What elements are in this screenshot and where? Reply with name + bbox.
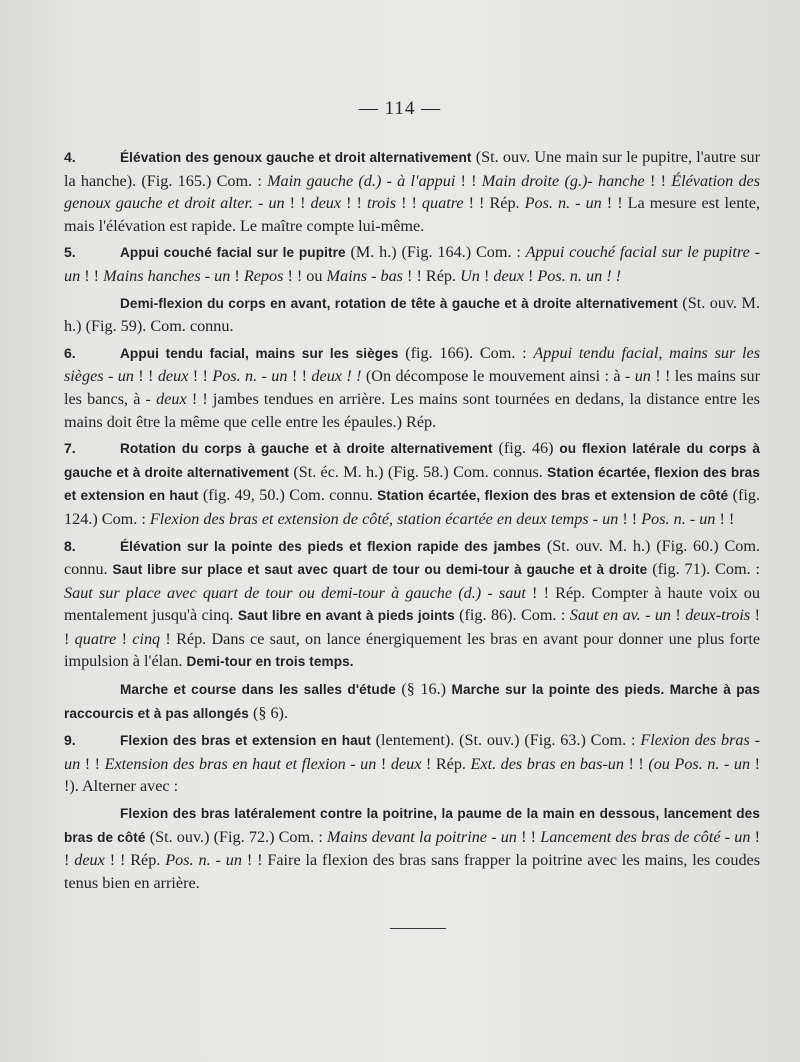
command: deux-trois — [685, 606, 751, 625]
item-number: 4. — [64, 149, 76, 165]
text: (M. h.) (Fig. 164.) Com. : — [345, 243, 526, 262]
command: deux — [310, 194, 342, 213]
command: Extension des bras en haut et flexion - un — [104, 754, 377, 773]
text: (St. ouv. M. h.) (Fig. 59). Com. connu. — [64, 293, 760, 336]
text: ! — [376, 754, 391, 773]
text: (fig. 46) — [492, 439, 560, 458]
command: deux — [157, 367, 189, 386]
command: Élévation des genoux gauche et droit alter. - un — [64, 171, 761, 213]
command: Flexion des bras - un — [64, 731, 760, 773]
exercise-heading: Marche et course dans les salles d'étude — [120, 682, 396, 698]
command: Saut sur place avec quart de tour ou demi-tour à gauche (d.) - saut — [64, 583, 526, 602]
item-number: 6. — [64, 344, 76, 361]
command: Repos — [243, 266, 284, 285]
exercise-heading: Flexion des bras latéralement contre la poitrine, la paume de la main en dessous, lancement des bras de côté — [64, 806, 760, 845]
exercise-heading: Appui couché facial sur le pupitre — [120, 245, 346, 261]
item-number: 9. — [64, 732, 76, 749]
text: ! ! — [618, 509, 642, 528]
command: Appui couché facial sur le pupitre - un — [64, 243, 760, 285]
command: Lancement des bras de côté - un — [540, 827, 751, 846]
exercise-heading: Appui tendu facial, mains sur les sièges — [120, 345, 399, 361]
command: deux — [493, 266, 524, 285]
text: ! — [230, 266, 244, 285]
exercise-heading: Station écartée, flexion des bras et extension en haut — [64, 464, 760, 504]
command: Main droite (g.)- hanche — [481, 171, 645, 190]
text: ! ! La mesure est lente, mais l'élévation est rapide. Le maître compte lui-même. — [64, 194, 761, 235]
text: ! ! Rép. — [104, 851, 166, 870]
text: ! ! Rép. — [463, 194, 525, 213]
paragraph-9b — [64, 802, 760, 894]
text: ! ! — [80, 266, 104, 285]
text: (fig. 49, 50.) Com. connu. — [198, 486, 378, 505]
text: ! ! — [516, 827, 541, 846]
text: ! !). Alterner avec : — [64, 754, 760, 796]
text: ! Rép. Dans ce saut, on lance énergiquement les bras en avant pour donner une plus forte impulsion à l'élan. — [64, 629, 761, 671]
text: ! Rép. — [421, 754, 471, 773]
text: ! ! — [64, 827, 760, 870]
text: ! — [671, 606, 686, 625]
paragraph-9 — [64, 729, 760, 798]
text: (St. ouv. Une main sur le pupitre, l'autre sur la hanche). (Fig. 165.) Com. : — [64, 148, 760, 190]
exercise-heading: Demi-flexion du corps en avant, rotation de tête à gauche et à droite alternativement — [120, 295, 678, 311]
command: quatre — [421, 194, 464, 213]
text: (On décompose le mouvement ainsi : à - — [361, 367, 635, 386]
paragraph-5b — [64, 292, 760, 338]
text: ! ! — [188, 367, 213, 386]
text: ! ! Faire la flexion des bras sans frapper la poitrine avec les mains, les coudes tenus bien en arrière. — [64, 851, 761, 892]
command: Ext. des bras en bas-un — [470, 754, 624, 773]
command: (ou Pos. n. - un — [648, 754, 751, 773]
text: ! ! — [715, 509, 735, 528]
text: ! ! — [133, 367, 158, 386]
item-number: 8. — [64, 537, 76, 554]
exercise-heading: Marche sur la pointe des pieds. Marche à pas raccourcis et à pas allongés — [64, 682, 761, 721]
text: (fig. 71). Com. : — [647, 560, 760, 579]
item-number: 5. — [64, 244, 76, 261]
command: deux — [74, 851, 105, 870]
command: Mains - bas — [326, 266, 403, 285]
command: Pos. n. - un — [641, 509, 716, 528]
text: ! ! — [455, 171, 482, 190]
exercise-heading: Élévation sur la pointe des pieds et flexion rapide des jambes — [120, 538, 542, 554]
command: trois — [366, 194, 397, 213]
exercise-heading: Station écartée, flexion des bras et extension de côté — [377, 488, 729, 504]
text: ! ! Rép. — [403, 266, 461, 285]
page-number: — 114 — — [358, 98, 442, 119]
closing-rule — [390, 928, 446, 929]
exercise-heading: Flexion des bras et extension en haut — [120, 733, 371, 749]
command: un — [634, 367, 651, 386]
text: (St. ouv. M. h.) (Fig. 60.) Com. connu. — [64, 536, 761, 579]
text: (St. éc. M. h.) (Fig. 58.) Com. connus. — [289, 462, 548, 481]
text: ! ! — [623, 754, 649, 773]
command: Saut en av. - un — [569, 606, 672, 625]
exercise-heading: Rotation du corps à gauche et à droite alternativement — [120, 441, 493, 457]
paragraph-7 — [64, 437, 760, 530]
paragraph-8b — [64, 678, 760, 725]
command: Pos. n. - un — [165, 851, 242, 870]
item-number: 7. — [64, 440, 76, 457]
text: ! ! jambes tendues en arrière. Les mains sont tournées en dedans, la distance entre les mains doit être la même que celle entre les épaules.) Rép. — [64, 389, 760, 431]
command: Mains hanches - un — [103, 266, 231, 285]
text: (fig. 86). Com. : — [454, 606, 570, 625]
text: ! ! Rép. Compter à haute voix ou mentalement jusqu'à cinq. — [64, 583, 760, 625]
exercise-heading: Demi-tour en trois temps. — [186, 654, 354, 670]
text: ! — [523, 266, 538, 285]
text: (lentement). (St. ouv.) (Fig. 63.) Com. : — [370, 731, 641, 750]
text: ! — [479, 266, 494, 285]
paragraph-8 — [64, 535, 760, 675]
text: (fig. 124.) Com. : — [64, 486, 760, 528]
text: ! ! — [64, 606, 761, 648]
command: Appui tendu facial, mains sur les sièges - un — [64, 343, 760, 386]
paragraph-5 — [64, 241, 760, 287]
command: Un — [460, 266, 480, 285]
command: Pos. n. un ! ! — [537, 266, 622, 285]
command: Pos. n. - un — [212, 367, 288, 386]
command: quatre — [74, 629, 117, 648]
text: ! ! — [644, 171, 672, 190]
command: deux ! ! — [311, 367, 362, 386]
text: (St. ouv.) (Fig. 72.) Com. : — [145, 827, 328, 846]
text: (§ 6). — [248, 703, 288, 722]
paragraph-4 — [64, 146, 760, 237]
text: ! — [116, 629, 133, 648]
exercise-heading: Élévation des genoux gauche et droit alternativement — [120, 150, 472, 165]
text: ! ! — [287, 367, 312, 386]
exercise-heading: Saut libre sur place et saut avec quart de tour ou demi-tour à gauche et à droite — [112, 562, 648, 578]
text: ! ! ou — [283, 266, 327, 285]
command: Main gauche (d.) - à l'appui — [267, 171, 456, 190]
command: Mains devant la poitrine - un — [327, 827, 517, 846]
text: ! ! — [396, 194, 422, 213]
command: Flexion des bras et extension de côté, station écartée en deux temps - un — [149, 509, 619, 528]
command: deux — [390, 754, 422, 773]
paragraph-6 — [64, 342, 760, 433]
exercise-heading: ou flexion latérale du corps à gauche et à droite alternativement — [64, 441, 760, 480]
text: (fig. 166). Com. : — [398, 343, 534, 362]
text: ! ! — [284, 194, 311, 213]
command: deux — [156, 389, 187, 408]
text: ! ! les mains sur les bancs, à - — [64, 367, 761, 408]
text: (§ 16.) — [395, 680, 452, 699]
text: ! ! — [80, 754, 105, 773]
command: cinq — [132, 629, 161, 648]
text: ! ! — [341, 194, 367, 213]
command: Pos. n. - un — [524, 194, 602, 213]
exercise-heading: Saut libre en avant à pieds joints — [237, 608, 455, 624]
